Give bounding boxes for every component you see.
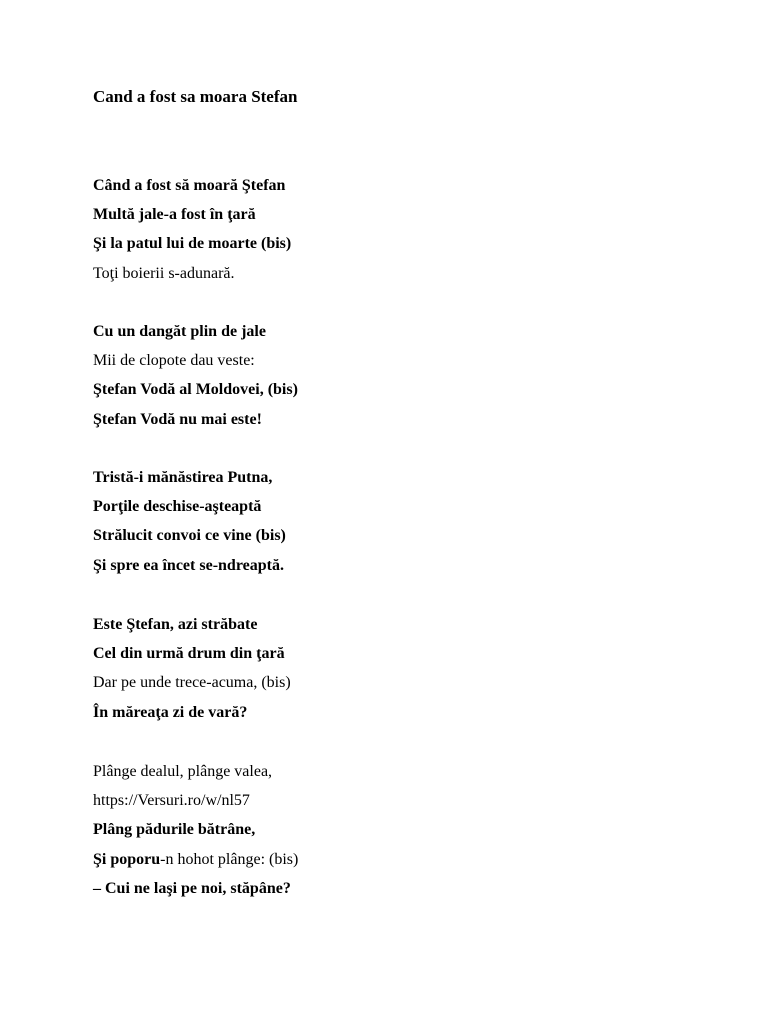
poem-line: Cu un dangăt plin de jale xyxy=(93,323,266,340)
poem-line: Cel din urmă drum din ţară xyxy=(93,645,285,663)
poem-line: Ştefan Vodă al Moldovei, (bis) xyxy=(93,381,298,399)
poem-line: Este Ştefan, azi străbate xyxy=(93,616,258,633)
poem-line: Ştefan Vodă nu mai este! xyxy=(93,410,262,428)
stanza-3 xyxy=(93,463,286,580)
poem-line: Când a fost să moară Ştefan xyxy=(93,177,286,194)
poem-line: Şi la patul lui de moarte (bis) xyxy=(93,235,292,253)
stanza-1 xyxy=(93,171,291,288)
poem-line: Dar pe unde trece-acuma, (bis) xyxy=(93,674,291,692)
source-url: https://Versuri.ro/w/nl57 xyxy=(93,792,250,810)
poem-line: Mii de clopote dau veste: xyxy=(93,352,255,370)
document-title: Cand a fost sa moara Stefan xyxy=(93,87,298,106)
poem-line: Şi spre ea încet se-ndreaptă. xyxy=(93,556,284,574)
poem-line: Plânge dealul, plânge valea, xyxy=(93,763,273,780)
poem-line-bold-part: Şi poporu xyxy=(93,850,161,868)
poem-line: Porţile deschise-aşteaptă xyxy=(93,498,262,516)
poem-line: În măreaţa zi de vară? xyxy=(93,703,248,721)
poem-line: Tristă-i mănăstirea Putna, xyxy=(93,469,273,486)
stanza-2 xyxy=(93,317,298,434)
poem-line-regular-part: -n hohot plânge: (bis) xyxy=(160,850,299,868)
poem-line xyxy=(93,845,298,874)
stanza-4 xyxy=(93,610,291,727)
poem-line: – Cui ne laşi pe noi, stăpâne? xyxy=(93,879,291,897)
poem-line: Strălucit convoi ce vine (bis) xyxy=(93,527,286,545)
poem-line: Toţi boierii s-adunară. xyxy=(93,264,235,282)
poem-line: Plâng pădurile bătrâne, xyxy=(93,821,256,839)
stanza-5 xyxy=(93,757,298,903)
poem-line: Multă jale-a fost în ţară xyxy=(93,206,256,224)
